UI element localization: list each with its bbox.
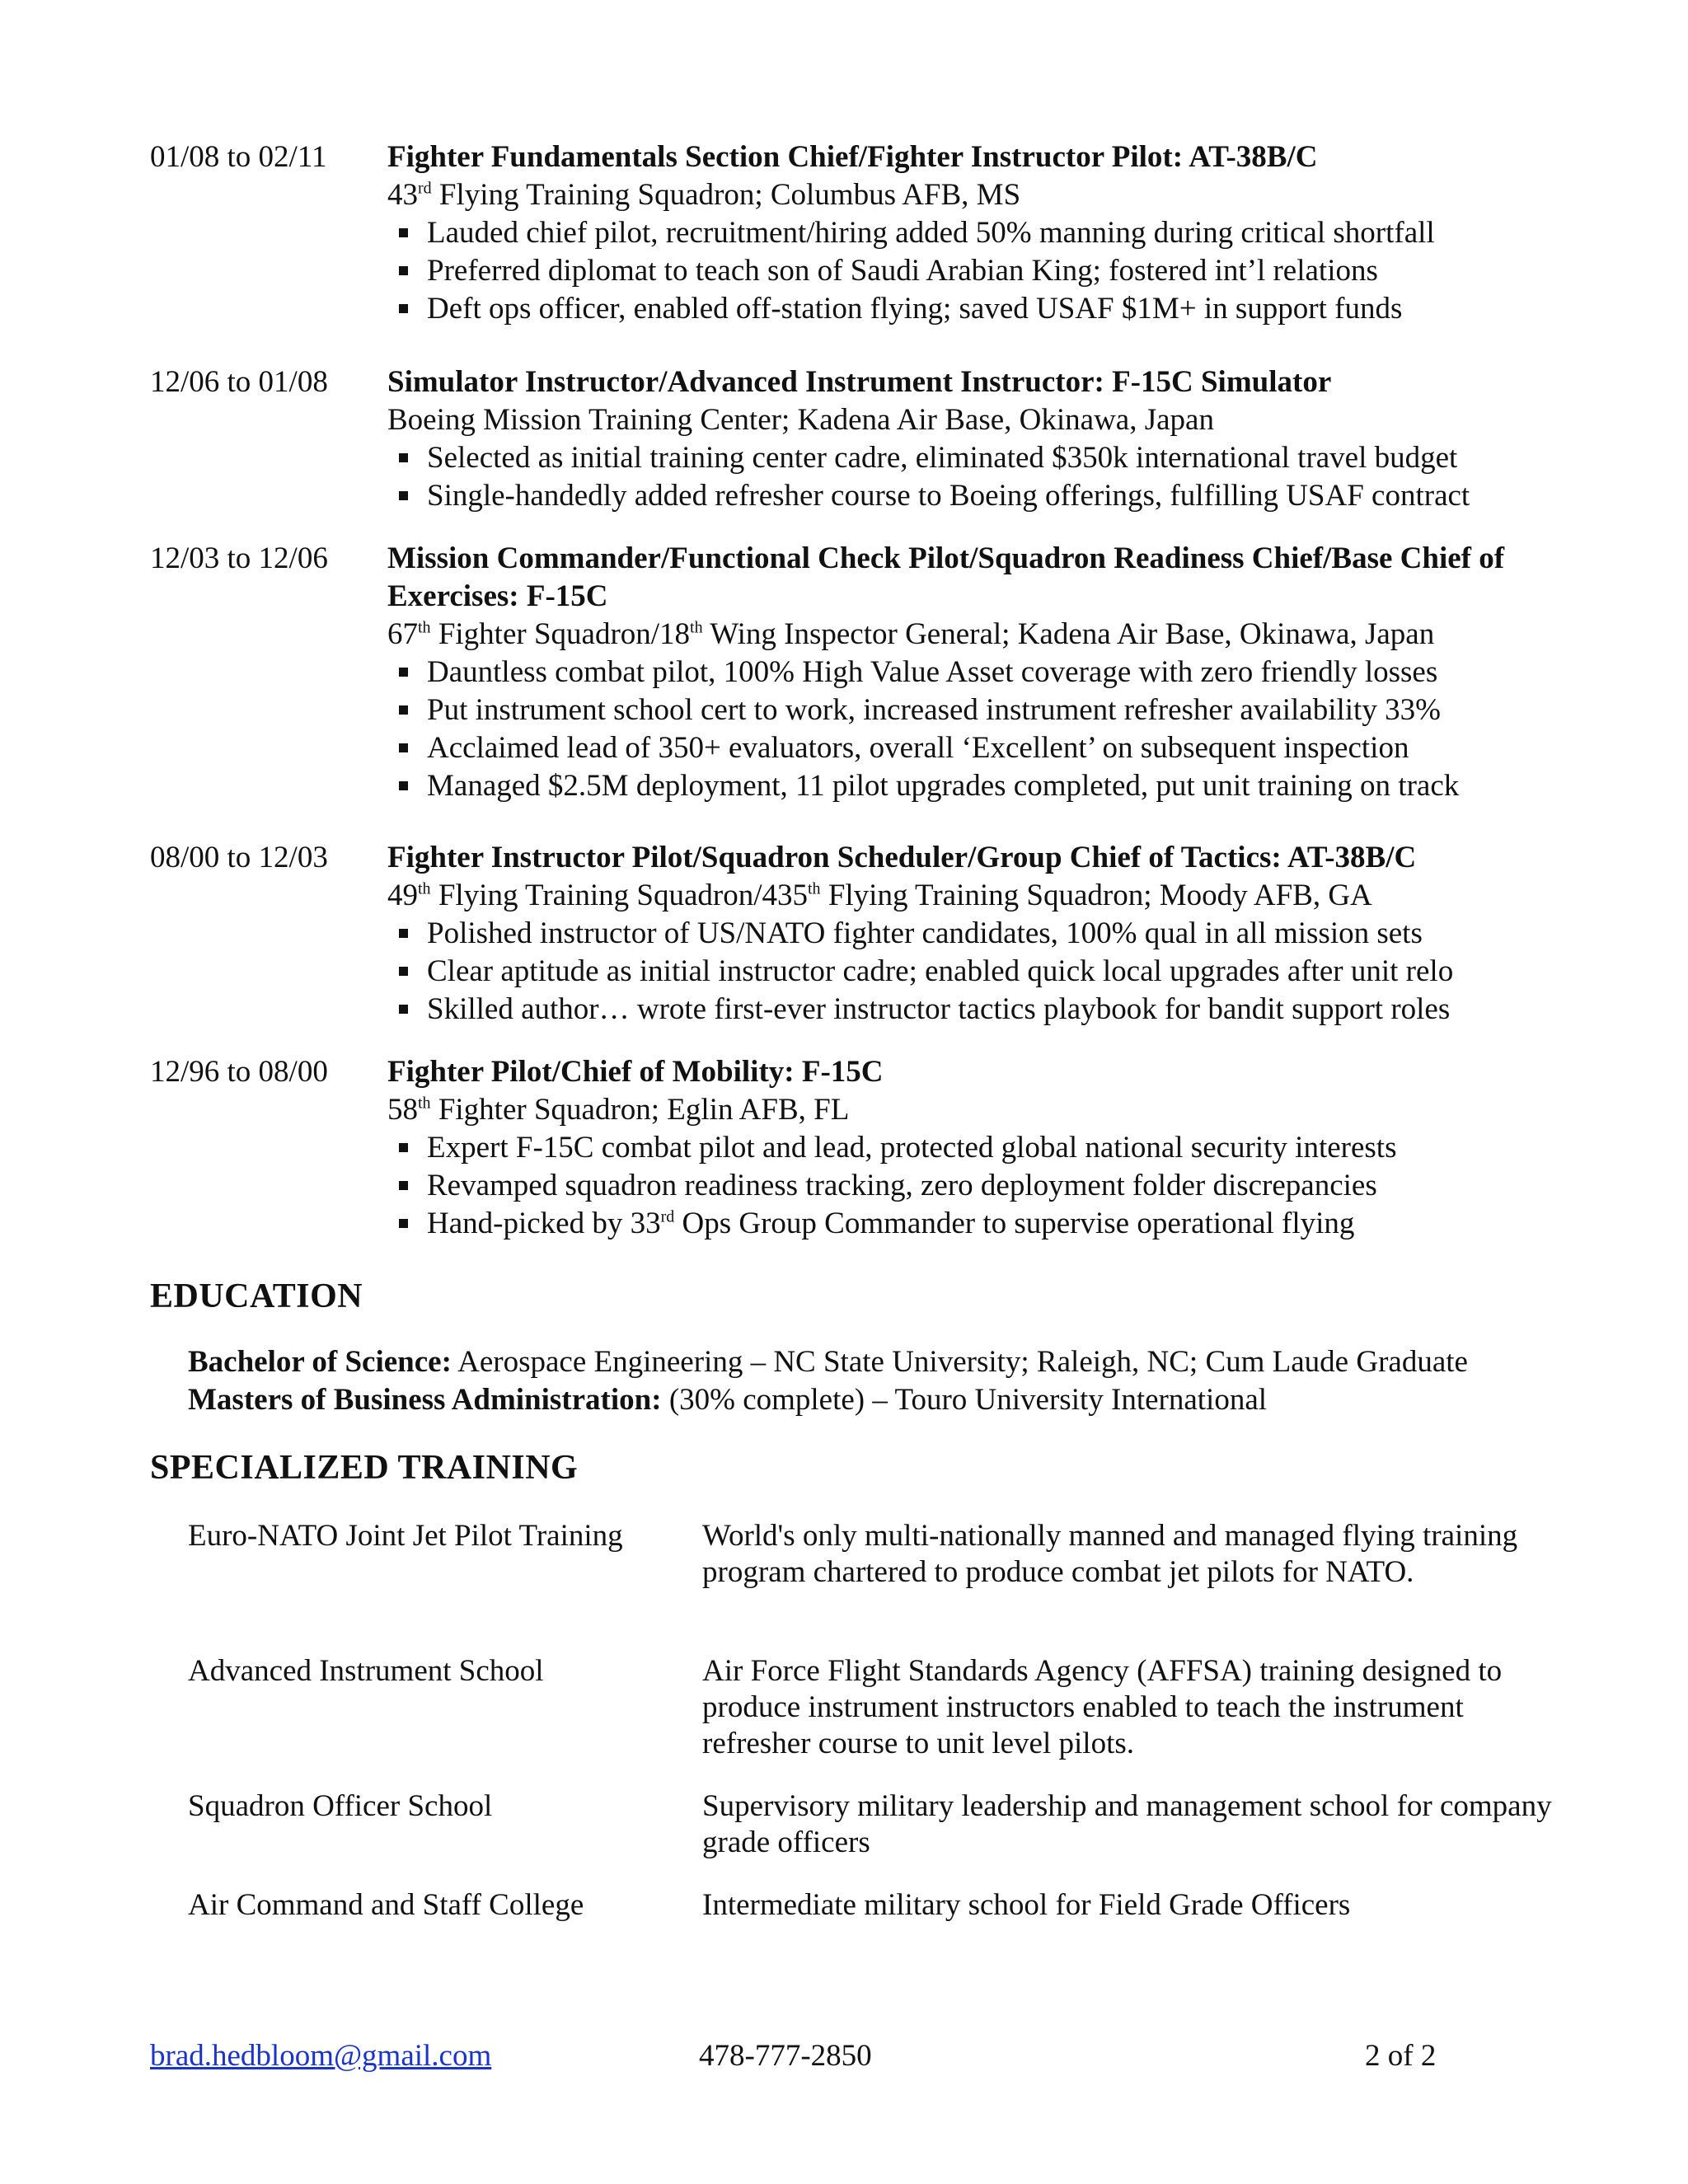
training-heading: SPECIALIZED TRAINING	[150, 1449, 579, 1487]
degree-label: Masters of Business Administration:	[188, 1383, 662, 1417]
training-name: Air Command and Staff College	[188, 1888, 584, 1922]
bullet-text: Polished instructor of US/NATO fighter candidates, 100% qual in all mission sets	[427, 916, 1423, 950]
degree-details: (30% complete) – Touro University International	[661, 1383, 1268, 1417]
square-bullet-icon	[399, 967, 408, 976]
job-body	[387, 839, 1541, 1029]
job-body	[387, 138, 1541, 328]
job-title: Fighter Fundamentals Section Chief/Fighter Instructor Pilot: AT-38B/C	[387, 140, 1318, 174]
training-description: Supervisory military leadership and management school for company grade officers	[702, 1789, 1552, 1859]
phone-number: 478-777-2850	[699, 2039, 872, 2073]
job-body	[387, 1053, 1541, 1243]
bullet-text: Single-handedly added refresher course to Boeing offerings, fulfilling USAF contract	[427, 479, 1470, 513]
email-link[interactable]: brad.hedbloom@gmail.com	[150, 2039, 492, 2073]
bullet-text: Lauded chief pilot, recruitment/hiring added 50% manning during critical shortfall	[427, 216, 1435, 250]
job-bullet	[387, 953, 1541, 991]
ordinal-suffix: rd	[418, 179, 432, 198]
bullet-text: Deft ops officer, enabled off-station flying; saved USAF $1M+ in support funds	[427, 292, 1403, 326]
bullet-text: Selected as initial training center cadre, eliminated $350k international travel budget	[427, 441, 1458, 475]
job-bullet	[387, 1167, 1541, 1205]
job-bullet	[387, 691, 1541, 729]
bullet-text: Revamped squadron readiness tracking, zero deployment folder discrepancies	[427, 1169, 1377, 1202]
job-title: Mission Commander/Functional Check Pilot/Squadron Readiness Chief/Base Chief of Exercises: F-15C	[387, 541, 1505, 613]
job-bullet	[387, 439, 1541, 477]
job-bullet	[387, 767, 1541, 805]
job-bullet	[387, 991, 1541, 1029]
bullet-text: Hand-picked by 33rd Ops Group Commander to supervise operational flying	[427, 1207, 1355, 1240]
square-bullet-icon	[399, 743, 408, 752]
page-number: 2 of 2	[1365, 2039, 1437, 2073]
job-organization: 49th Flying Training Squadron/435th Flying Training Squadron; Moody AFB, GA	[387, 879, 1372, 912]
job-dates: 12/06 to 01/08	[150, 365, 328, 399]
square-bullet-icon	[399, 491, 408, 500]
job-bullet	[387, 1129, 1541, 1167]
job-bullets	[387, 214, 1541, 328]
job-organization: 67th Fighter Squadron/18th Wing Inspector General; Kadena Air Base, Okinawa, Japan	[387, 617, 1435, 651]
square-bullet-icon	[399, 453, 408, 462]
job-bullet	[387, 654, 1541, 691]
bullet-text: Preferred diplomat to teach son of Saudi Arabian King; fostered int’l relations	[427, 254, 1378, 288]
job-bullets	[387, 1129, 1541, 1243]
job-organization: 58th Fighter Squadron; Eglin AFB, FL	[387, 1093, 850, 1127]
job-dates: 12/03 to 12/06	[150, 541, 328, 575]
job-bullets	[387, 654, 1541, 805]
bullet-text: Put instrument school cert to work, increased instrument refresher availability 33%	[427, 693, 1441, 727]
job-title: Simulator Instructor/Advanced Instrument Instructor: F-15C Simulator	[387, 365, 1332, 399]
bullet-text: Dauntless combat pilot, 100% High Value Asset coverage with zero friendly losses	[427, 655, 1438, 689]
ordinal-suffix: th	[418, 618, 431, 637]
square-bullet-icon	[399, 781, 408, 790]
ordinal-suffix: th	[808, 879, 821, 898]
job-bullet	[387, 290, 1541, 328]
square-bullet-icon	[399, 668, 408, 677]
bullet-text: Acclaimed lead of 350+ evaluators, overall ‘Excellent’ on subsequent inspection	[427, 731, 1409, 765]
square-bullet-icon	[399, 1143, 408, 1152]
education-item	[188, 1381, 1589, 1419]
job-bullet	[387, 477, 1541, 515]
square-bullet-icon	[399, 1005, 408, 1014]
ordinal-suffix: th	[418, 1094, 431, 1113]
job-bullets	[387, 439, 1541, 515]
job-dates: 08/00 to 12/03	[150, 841, 328, 874]
square-bullet-icon	[399, 1181, 408, 1190]
job-organization: 43rd Flying Training Squadron; Columbus AFB, MS	[387, 178, 1021, 212]
square-bullet-icon	[399, 266, 408, 275]
job-bullet	[387, 252, 1541, 290]
education-list	[188, 1343, 1589, 1419]
job-body	[387, 363, 1541, 515]
square-bullet-icon	[399, 705, 408, 715]
job-bullet	[387, 729, 1541, 767]
bullet-text: Clear aptitude as initial instructor cadre; enabled quick local upgrades after unit relo	[427, 954, 1454, 988]
training-description: World's only multi-nationally manned and managed flying training program chartered to produce combat jet pilots for NATO.	[702, 1519, 1518, 1589]
job-bullet	[387, 214, 1541, 252]
job-title: Fighter Pilot/Chief of Mobility: F-15C	[387, 1055, 884, 1089]
education-heading: EDUCATION	[150, 1277, 363, 1315]
ordinal-suffix: th	[418, 879, 431, 898]
job-body	[387, 540, 1541, 805]
degree-label: Bachelor of Science:	[188, 1345, 452, 1379]
training-description: Intermediate military school for Field Grade Officers	[702, 1888, 1351, 1922]
job-title: Fighter Instructor Pilot/Squadron Scheduler/Group Chief of Tactics: AT-38B/C	[387, 841, 1417, 874]
job-bullet	[387, 915, 1541, 953]
training-name: Squadron Officer School	[188, 1789, 493, 1823]
job-dates: 01/08 to 02/11	[150, 140, 327, 174]
job-organization: Boeing Mission Training Center; Kadena Air Base, Okinawa, Japan	[387, 403, 1214, 437]
training-name: Euro-NATO Joint Jet Pilot Training	[188, 1519, 623, 1553]
square-bullet-icon	[399, 304, 408, 313]
bullet-text: Expert F-15C combat pilot and lead, protected global national security interests	[427, 1131, 1397, 1165]
education-item	[188, 1343, 1589, 1381]
training-name: Advanced Instrument School	[188, 1654, 544, 1688]
degree-details: Aerospace Engineering – NC State University; Raleigh, NC; Cum Laude Graduate	[451, 1345, 1468, 1379]
bullet-text: Skilled author… wrote first-ever instructor tactics playbook for bandit support roles	[427, 992, 1451, 1026]
square-bullet-icon	[399, 929, 408, 938]
job-bullets	[387, 915, 1541, 1029]
ordinal-suffix: th	[690, 618, 703, 637]
training-description: Air Force Flight Standards Agency (AFFSA) training designed to produce instrument instructors enabled to teach the instrument refresher course to unit level pilots.	[702, 1654, 1503, 1760]
square-bullet-icon	[399, 1219, 408, 1228]
job-dates: 12/96 to 08/00	[150, 1055, 328, 1089]
square-bullet-icon	[399, 228, 408, 237]
job-bullet	[387, 1205, 1541, 1243]
bullet-text: Managed $2.5M deployment, 11 pilot upgrades completed, put unit training on track	[427, 769, 1460, 803]
ordinal-suffix: rd	[660, 1207, 675, 1226]
